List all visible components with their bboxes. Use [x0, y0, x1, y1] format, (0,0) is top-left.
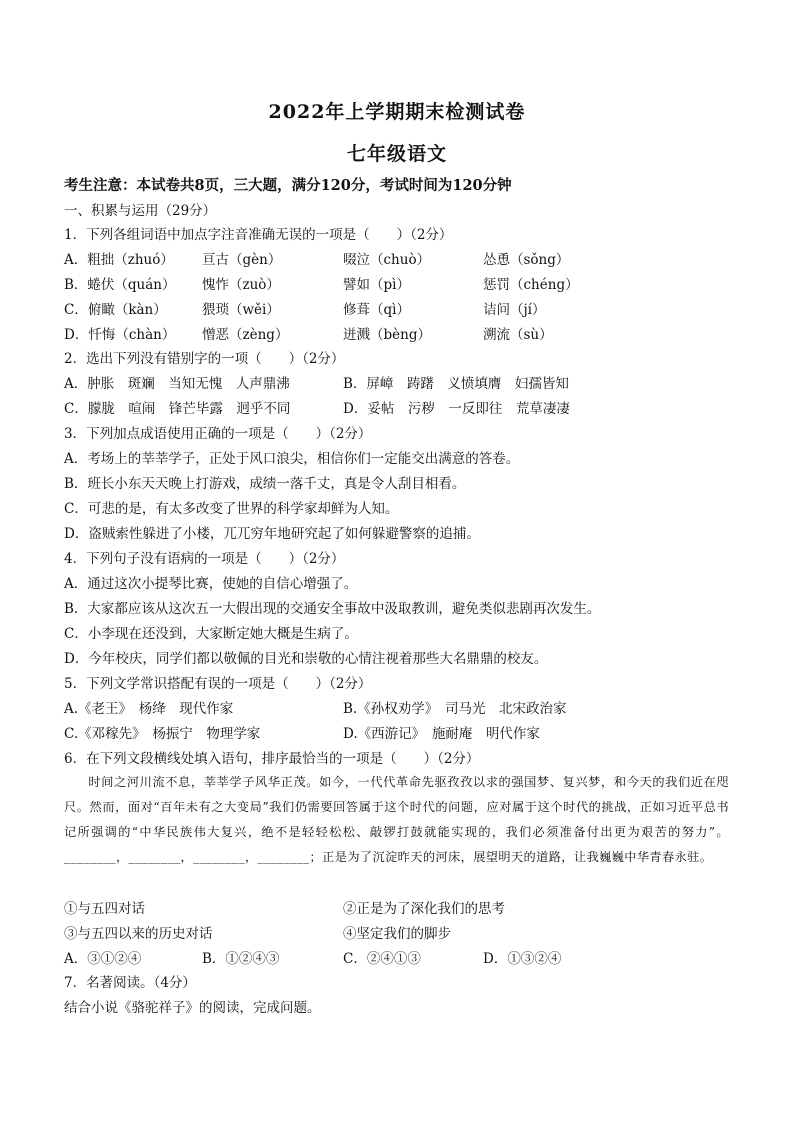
- choice-cell: ④坚定我们的脚步: [343, 926, 451, 942]
- option-cell: C．朦胧 喧闹 锋芒毕露 迥乎不同: [64, 401, 291, 417]
- option-cell: A．粗拙（zhuó）: [64, 252, 174, 268]
- option-cell: 溯流（sù）: [483, 327, 553, 343]
- question-6-choices: [64, 900, 744, 918]
- question-4-option-a: A．通过这次小提琴比赛，使她的自信心增强了。: [64, 576, 358, 592]
- option-cell: 譬如（pì）: [343, 277, 410, 293]
- question-2-row: [64, 400, 744, 418]
- option-cell: 憎恶（zèng）: [202, 327, 289, 343]
- option-cell: 修葺（qì）: [343, 302, 410, 318]
- choice-cell: ②正是为了深化我们的思考: [343, 901, 505, 917]
- choice-cell: ③与五四以来的历史对话: [64, 926, 213, 942]
- choice-cell: ①与五四对话: [64, 901, 145, 917]
- question-2-stem: 2．选出下列没有错别字的一项（ ）（2分）: [64, 351, 345, 367]
- answer-option: C．②④①③: [343, 951, 421, 967]
- question-3-option-d: D．盗贼索性躲进了小楼，兀兀穷年地研究起了如何躲避警察的追捕。: [64, 526, 480, 542]
- question-1-stem: 1．下列各组词语中加点字注音准确无误的一项是（ ）（2分）: [64, 227, 453, 243]
- question-4-option-c: C．小李现在还没到，大家断定她大概是生病了。: [64, 626, 358, 642]
- question-1-option-b: [64, 276, 744, 294]
- question-5-row: [64, 725, 744, 743]
- question-7-stem: 7．名著阅读。（4分）: [64, 975, 196, 991]
- question-4-stem: 4．下列句子没有语病的一项是（ ）（2分）: [64, 551, 345, 567]
- option-cell: A．肿胀 斑斓 当知无愧 人声鼎沸: [64, 376, 290, 392]
- question-1-option-a: [64, 251, 744, 269]
- question-3-option-c: C．可悲的是，有太多改变了世界的科学家却鲜为人知。: [64, 501, 399, 517]
- question-5-row: [64, 700, 744, 718]
- option-cell: 啜泣（chuò）: [343, 252, 431, 268]
- answer-option: A．③①②④: [64, 951, 142, 967]
- option-cell: 惩罚（chéng）: [483, 277, 579, 293]
- question-6-answers: [64, 950, 744, 968]
- option-cell: 愧怍（zuò）: [202, 277, 280, 293]
- option-cell: B．屏嶂 踌躇 义愤填膺 妇孺皆知: [343, 376, 569, 392]
- option-cell: B．蜷伏（quán）: [64, 277, 176, 293]
- question-3-option-a: A．考场上的莘莘学子，正处于风口浪尖，相信你们一定能交出满意的答卷。: [64, 451, 520, 467]
- answer-option: B．①②④③: [202, 951, 280, 967]
- question-7-intro: 结合小说《骆驼祥子》的阅读，完成问题。: [64, 1000, 321, 1016]
- option-cell: D.《西游记》 施耐庵 明代作家: [343, 726, 540, 742]
- question-3-option-b: B．班长小东天天晚上打游戏，成绩一落千丈，真是令人刮目相看。: [64, 476, 466, 492]
- exam-notice: 考生注意：本试卷共8页，三大题，满分120分，考试时间为120分钟: [64, 177, 512, 194]
- option-cell: D．忏悔（chàn）: [64, 327, 176, 343]
- exam-title: 2022年上学期期末检测试卷: [268, 101, 526, 123]
- option-cell: C.《邓稼先》 杨振宁 物理学家: [64, 726, 261, 742]
- question-6-stem: 6．在下列文段横线处填入语句，排序最恰当的一项是（ ）（2分）: [64, 751, 480, 767]
- question-6-choices: [64, 925, 744, 943]
- question-4-option-b: B．大家都应该从这次五一大假出现的交通安全事故中汲取教训，避免类似悲剧再次发生。: [64, 601, 601, 617]
- question-3-stem: 3．下列加点成语使用正确的一项是（ ）（2分）: [64, 426, 372, 442]
- question-1-option-d: [64, 326, 744, 344]
- option-cell: 亘古（gèn）: [202, 252, 282, 268]
- option-cell: 诘问（jí）: [483, 302, 546, 318]
- option-cell: 怂恿（sǒng）: [483, 252, 570, 268]
- exam-subject: 七年级语文: [346, 143, 447, 165]
- option-cell: D．妥帖 污秽 一反即往 荒草凄凄: [343, 401, 570, 417]
- option-cell: C．俯瞰（kàn）: [64, 302, 167, 318]
- question-2-row: [64, 375, 744, 393]
- option-cell: B.《孙权劝学》 司马光 北宋政治家: [343, 701, 567, 717]
- question-1-option-c: [64, 301, 744, 319]
- option-cell: 迸溅（bèng）: [343, 327, 431, 343]
- question-5-stem: 5．下列文学常识搭配有误的一项是（ ）（2分）: [64, 676, 372, 692]
- question-4-option-d: D．今年校庆，同学们都以敬佩的目光和崇敬的心情注视着那些大名鼎鼎的校友。: [64, 651, 548, 667]
- question-6-passage: 时间之河川流不息，莘莘学子风华正茂。如今，一代代革命先驱孜孜以求的强国梦、复兴梦，和今天的我们近在咫尺。然而，面对“百年未有之大变局”我们仍需要回答属于这个时代的问题，应对属于这个时代的挑战，正如习近平总书记所强调的“中华民族伟大复兴，绝不是轻轻松松、敲锣打鼓就能实现的，我们必须准备付出更为艰苦的努力”。________，________，________，________；正是为了沉淀昨天的河床，展望明天的道路，让我巍巍中华青春永驻。: [64, 775, 729, 864]
- option-cell: 猥琐（wěi）: [202, 302, 280, 318]
- option-cell: A.《老王》 杨绛 现代作家: [64, 701, 234, 717]
- section-heading: 一、积累与运用（29分）: [64, 203, 217, 219]
- answer-option: D．①③②④: [483, 951, 562, 967]
